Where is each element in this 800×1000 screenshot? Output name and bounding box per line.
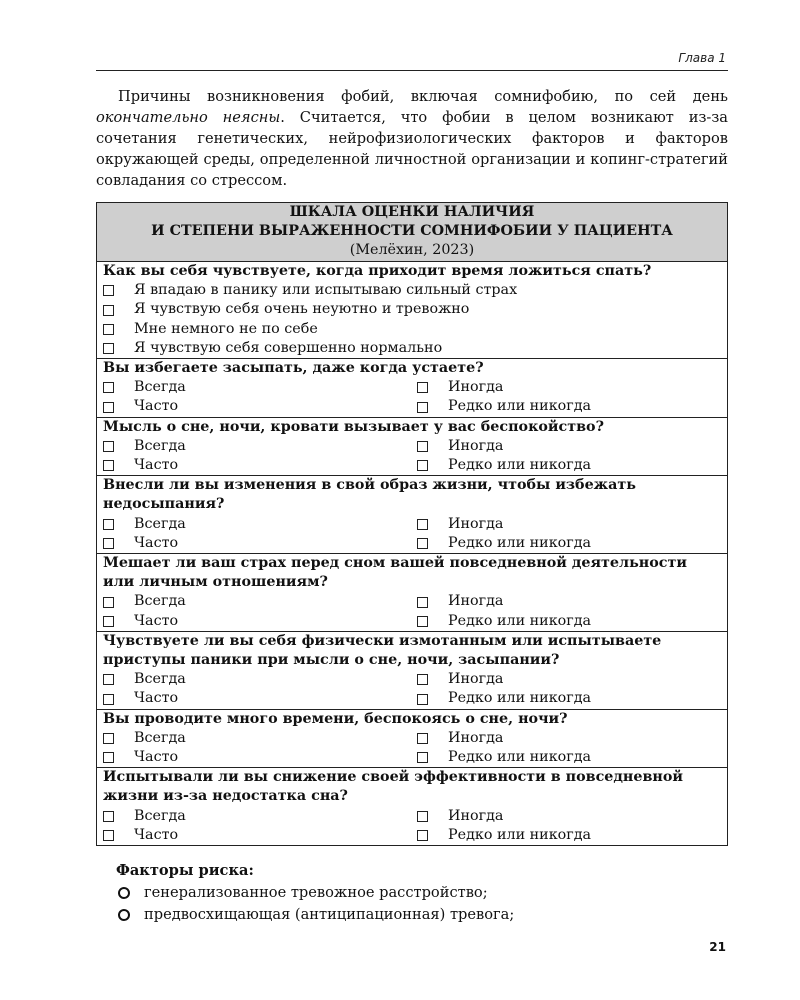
checkbox-icon[interactable] xyxy=(103,305,114,316)
question-text: Как вы себя чувствуете, когда приходит время ложиться спать? xyxy=(103,263,652,279)
option-sometimes[interactable] xyxy=(417,729,723,748)
checkbox-icon[interactable] xyxy=(103,519,114,530)
checkbox-icon[interactable] xyxy=(417,519,428,530)
option-rarely[interactable] xyxy=(417,456,723,475)
intro-text-2: . Считается, что фобии в целом возникают из-за сочетания генетических, нейрофизиологических факторов и факторов окружающей среды, определенной личностной организации и копинг-стратегий совладания со стрессом. xyxy=(96,109,728,189)
intro-text-1: Причины возникновения фобий, включая сомнифобию, по сей день xyxy=(118,88,728,105)
option-label: Редко или никогда xyxy=(448,749,592,766)
checkbox-icon[interactable] xyxy=(103,382,114,393)
question-text: Вы избегаете засыпать, даже когда устаете? xyxy=(103,360,484,377)
option-always[interactable] xyxy=(103,670,417,689)
chapter-label: Глава 1 xyxy=(678,51,726,65)
checkbox-icon[interactable] xyxy=(417,402,428,413)
risk-factors xyxy=(96,860,728,926)
option-rarely[interactable] xyxy=(417,826,723,845)
question-block-8 xyxy=(97,768,727,846)
option-label: Я чувствую себя совершенно нормально xyxy=(134,339,443,356)
option-always[interactable] xyxy=(103,515,417,534)
option-rarely[interactable] xyxy=(417,612,723,631)
checkbox-icon[interactable] xyxy=(417,733,428,744)
option-label: Часто xyxy=(134,612,179,629)
checkbox-icon[interactable] xyxy=(103,830,114,841)
option-label: Иногда xyxy=(448,729,504,746)
page-number: 21 xyxy=(709,940,726,954)
option-label: Часто xyxy=(134,457,179,474)
option-often[interactable] xyxy=(103,397,417,416)
option-label: Всегда xyxy=(134,729,186,746)
option-sometimes[interactable] xyxy=(417,592,723,611)
option-label: Редко или никогда xyxy=(448,457,592,474)
question-block-6 xyxy=(97,632,727,710)
question-block-3 xyxy=(97,418,727,477)
question-text: Мысль о сне, ночи, кровати вызывает у вас беспокойство? xyxy=(103,418,604,435)
option-label: Всегда xyxy=(134,437,186,454)
question-text: Мешает ли ваш страх перед сном вашей повседневной деятельности или личным отношениям? xyxy=(103,555,687,591)
checkbox-icon[interactable] xyxy=(103,402,114,413)
checkbox-icon[interactable] xyxy=(417,538,428,549)
circle-bullet-icon xyxy=(118,887,130,899)
checkbox-icon[interactable] xyxy=(103,674,114,685)
question-text: Испытывали ли вы снижение своей эффективности в повседневной жизни из-за недостатка сна? xyxy=(103,769,683,805)
scale-title-line-2: И СТЕПЕНИ ВЫРАЖЕННОСТИ СОМНИФОБИИ У ПАЦИЕНТА xyxy=(151,223,673,239)
option-row[interactable] xyxy=(103,320,723,339)
checkbox-icon[interactable] xyxy=(103,694,114,705)
option-label: Всегда xyxy=(134,671,186,688)
intro-italic: окончательно неясны xyxy=(96,109,281,126)
option-rarely[interactable] xyxy=(417,748,723,767)
question-block-7 xyxy=(97,710,727,769)
checkbox-icon[interactable] xyxy=(103,811,114,822)
option-often[interactable] xyxy=(103,612,417,631)
checkbox-icon[interactable] xyxy=(417,597,428,608)
scale-source: (Мелёхин, 2023) xyxy=(349,242,475,258)
checkbox-icon[interactable] xyxy=(417,460,428,471)
question-block-2 xyxy=(97,359,727,418)
question-block-5 xyxy=(97,554,727,632)
option-label: Часто xyxy=(134,690,179,707)
checkbox-icon[interactable] xyxy=(417,752,428,763)
checkbox-icon[interactable] xyxy=(417,441,428,452)
option-label: Редко или никогда xyxy=(448,612,592,629)
checkbox-icon[interactable] xyxy=(103,343,114,354)
option-label: Я чувствую себя очень неуютно и тревожно xyxy=(134,301,470,318)
option-label: Всегда xyxy=(134,807,186,824)
checkbox-icon[interactable] xyxy=(103,441,114,452)
option-sometimes[interactable] xyxy=(417,807,723,826)
option-always[interactable] xyxy=(103,437,417,456)
question-text: Внесли ли вы изменения в свой образ жизни, чтобы избежать недосыпания? xyxy=(103,477,636,513)
option-rarely[interactable] xyxy=(417,397,723,416)
option-row[interactable] xyxy=(103,281,723,300)
option-sometimes[interactable] xyxy=(417,515,723,534)
checkbox-icon[interactable] xyxy=(417,694,428,705)
option-often[interactable] xyxy=(103,456,417,475)
checkbox-icon[interactable] xyxy=(103,460,114,471)
checkbox-icon[interactable] xyxy=(417,674,428,685)
circle-bullet-icon xyxy=(118,909,130,921)
option-label: Часто xyxy=(134,826,179,843)
option-often[interactable] xyxy=(103,689,417,708)
option-label: Иногда xyxy=(448,437,504,454)
option-label: Часто xyxy=(134,749,179,766)
option-always[interactable] xyxy=(103,807,417,826)
checkbox-icon[interactable] xyxy=(103,733,114,744)
option-sometimes[interactable] xyxy=(417,670,723,689)
option-label: Всегда xyxy=(134,593,186,610)
option-always[interactable] xyxy=(103,729,417,748)
intro-paragraph xyxy=(96,86,728,191)
option-label: Часто xyxy=(134,534,179,551)
option-always[interactable] xyxy=(103,592,417,611)
option-often[interactable] xyxy=(103,534,417,553)
option-label: Иногда xyxy=(448,807,504,824)
option-label: Иногда xyxy=(448,593,504,610)
option-label: Редко или никогда xyxy=(448,826,592,843)
option-label: Редко или никогда xyxy=(448,398,592,415)
option-always[interactable] xyxy=(103,378,417,397)
option-rarely[interactable] xyxy=(417,534,723,553)
checkbox-icon[interactable] xyxy=(417,382,428,393)
option-label: Мне немного не по себе xyxy=(134,320,318,337)
option-sometimes[interactable] xyxy=(417,378,723,397)
option-label: Иногда xyxy=(448,515,504,532)
question-block-1 xyxy=(97,262,727,359)
checkbox-icon[interactable] xyxy=(417,616,428,627)
list-item xyxy=(96,904,728,926)
option-rarely[interactable] xyxy=(417,689,723,708)
option-label: Редко или никогда xyxy=(448,534,592,551)
option-label: Я впадаю в панику или испытываю сильный страх xyxy=(134,282,518,299)
checkbox-icon[interactable] xyxy=(103,752,114,763)
checkbox-icon[interactable] xyxy=(103,324,114,335)
scale-header xyxy=(97,203,727,262)
checkbox-icon[interactable] xyxy=(417,830,428,841)
scale-title-line-1: ШКАЛА ОЦЕНКИ НАЛИЧИЯ xyxy=(289,204,535,220)
option-label: Часто xyxy=(134,398,179,415)
checkbox-icon[interactable] xyxy=(103,285,114,296)
option-row[interactable] xyxy=(103,339,723,358)
option-label: Редко или никогда xyxy=(448,690,592,707)
option-row[interactable] xyxy=(103,300,723,319)
risk-item-text: генерализованное тревожное расстройство; xyxy=(144,884,488,901)
option-label: Всегда xyxy=(134,379,186,396)
option-label: Иногда xyxy=(448,379,504,396)
list-item xyxy=(96,882,728,904)
page-header xyxy=(96,48,728,71)
risk-item-text: предвосхищающая (антиципационная) тревога; xyxy=(144,906,515,923)
question-text: Вы проводите много времени, беспокоясь о сне, ночи? xyxy=(103,710,568,727)
checkbox-icon[interactable] xyxy=(103,616,114,627)
option-label: Иногда xyxy=(448,671,504,688)
checkbox-icon[interactable] xyxy=(103,597,114,608)
checkbox-icon[interactable] xyxy=(417,811,428,822)
question-text: Чувствуете ли вы себя физически измотанным или испытываете приступы паники при мысли о сне, ночи, засыпании? xyxy=(103,632,662,669)
question-block-4 xyxy=(97,476,727,554)
risk-title: Факторы риска: xyxy=(116,862,254,879)
option-label: Всегда xyxy=(134,515,186,532)
checkbox-icon[interactable] xyxy=(103,538,114,549)
option-sometimes[interactable] xyxy=(417,437,723,456)
option-often[interactable] xyxy=(103,826,417,845)
option-often[interactable] xyxy=(103,748,417,767)
somniphobia-scale-table xyxy=(96,202,728,846)
